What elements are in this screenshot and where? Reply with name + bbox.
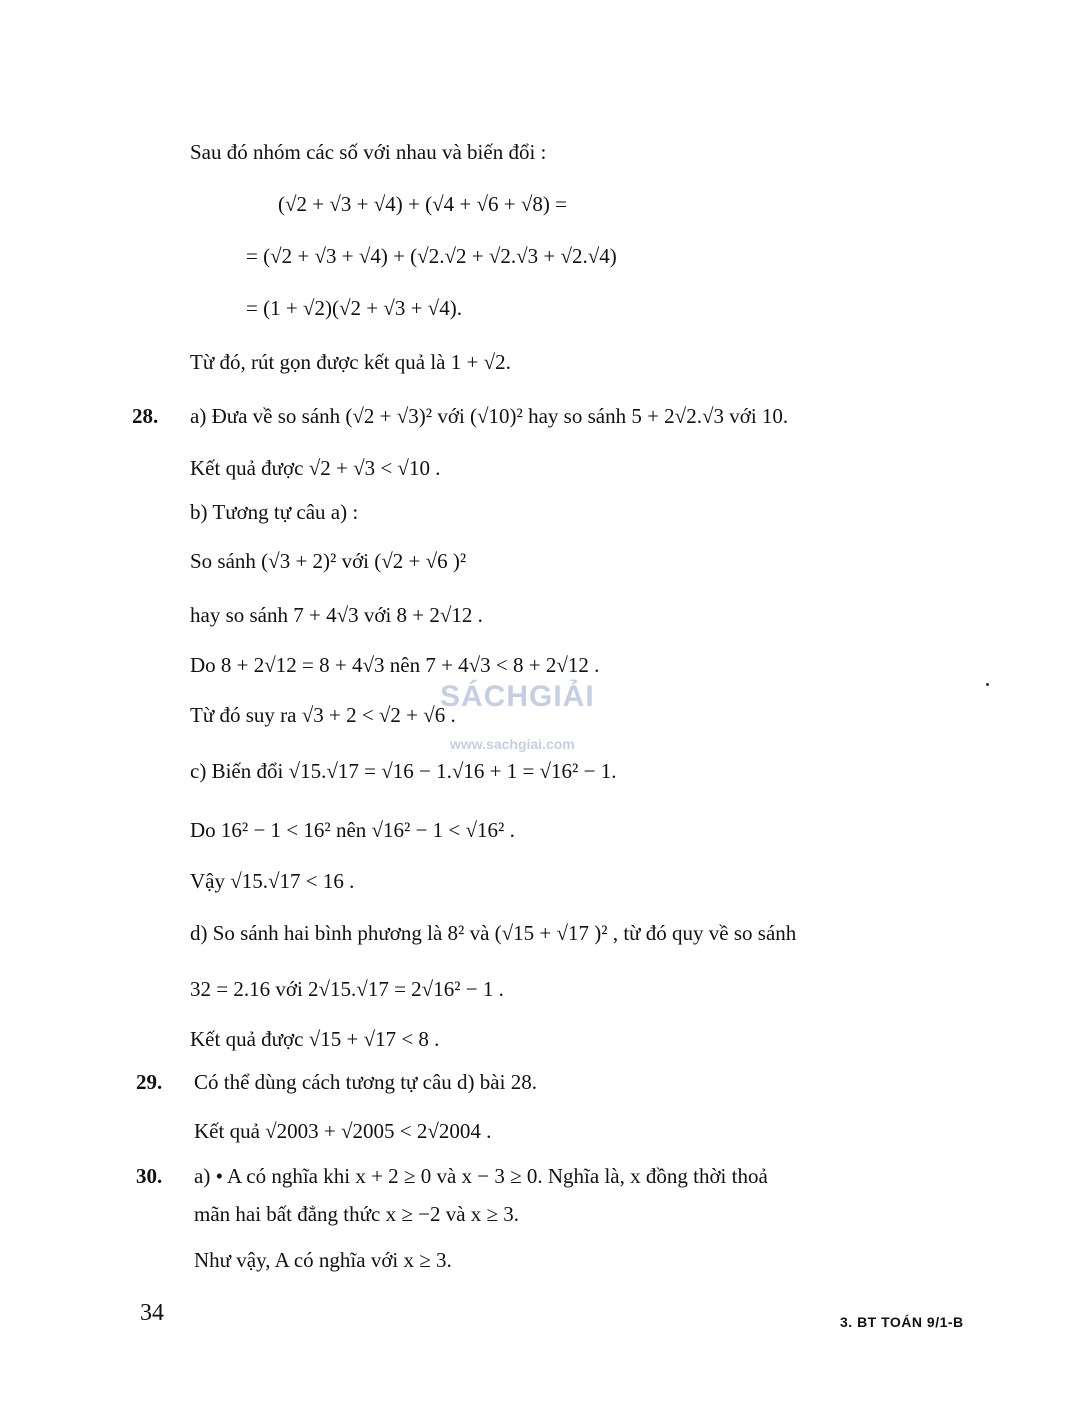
text-line: 32 = 2.16 với 2√15.√17 = 2√16² − 1 .: [190, 977, 504, 1001]
text-line: Do 8 + 2√12 = 8 + 4√3 nên 7 + 4√3 < 8 + 2√12 .: [190, 653, 600, 677]
watermark-logo: SÁCHGIẢI: [440, 680, 595, 713]
text-line: hay so sánh 7 + 4√3 với 8 + 2√12 .: [190, 603, 483, 627]
text-line: a) Đưa về so sánh (√2 + √3)² với (√10)² hay so sánh 5 + 2√2.√3 với 10.: [190, 404, 789, 428]
text-line: Do 16² − 1 < 16² nên √16² − 1 < √16² .: [190, 818, 515, 842]
text-line: So sánh (√3 + 2)² với (√2 + √6 )²: [190, 549, 467, 573]
watermark-url: www.sachgiai.com: [450, 736, 575, 752]
problem-number: 28.: [132, 404, 159, 428]
text-line: Kết quả được √2 + √3 < √10 .: [190, 456, 441, 480]
text-line: mãn hai bất đẳng thức x ≥ −2 và x ≥ 3.: [194, 1202, 520, 1226]
text-line: Từ đó suy ra √3 + 2 < √2 + √6 .: [190, 703, 456, 727]
text-line: Vậy √15.√17 < 16 .: [190, 869, 355, 893]
page-number: 34: [140, 1300, 164, 1326]
text-line: = (√2 + √3 + √4) + (√2.√2 + √2.√3 + √2.√4): [246, 244, 617, 268]
text-line: Kết quả được √15 + √17 < 8 .: [190, 1027, 440, 1051]
problem-number: 29.: [136, 1070, 163, 1094]
problem-number: 30.: [136, 1164, 163, 1188]
text-line: c) Biến đổi √15.√17 = √16 − 1.√16 + 1 = √16² − 1.: [190, 759, 617, 783]
text-line: d) So sánh hai bình phương là 8² và (√15 + √17 )² , từ đó quy về so sánh: [190, 921, 797, 945]
text-line: Kết quả √2003 + √2005 < 2√2004 .: [194, 1119, 492, 1143]
stray-mark: [986, 683, 989, 686]
book-label: 3. BT TOÁN 9/1-B: [840, 1314, 964, 1330]
text-line: b) Tương tự câu a) :: [190, 500, 359, 524]
text-line: Sau đó nhóm các số với nhau và biến đổi :: [190, 140, 547, 164]
text-line: a) • A có nghĩa khi x + 2 ≥ 0 và x − 3 ≥ 0. Nghĩa là, x đồng thời thoả: [194, 1164, 768, 1188]
text-line: (√2 + √3 + √4) + (√4 + √6 + √8) =: [278, 192, 567, 216]
text-line: Như vậy, A có nghĩa với x ≥ 3.: [194, 1248, 452, 1272]
text-line: Có thể dùng cách tương tự câu d) bài 28.: [194, 1070, 537, 1094]
text-line: Từ đó, rút gọn được kết quả là 1 + √2.: [190, 350, 511, 374]
text-line: = (1 + √2)(√2 + √3 + √4).: [246, 296, 462, 320]
